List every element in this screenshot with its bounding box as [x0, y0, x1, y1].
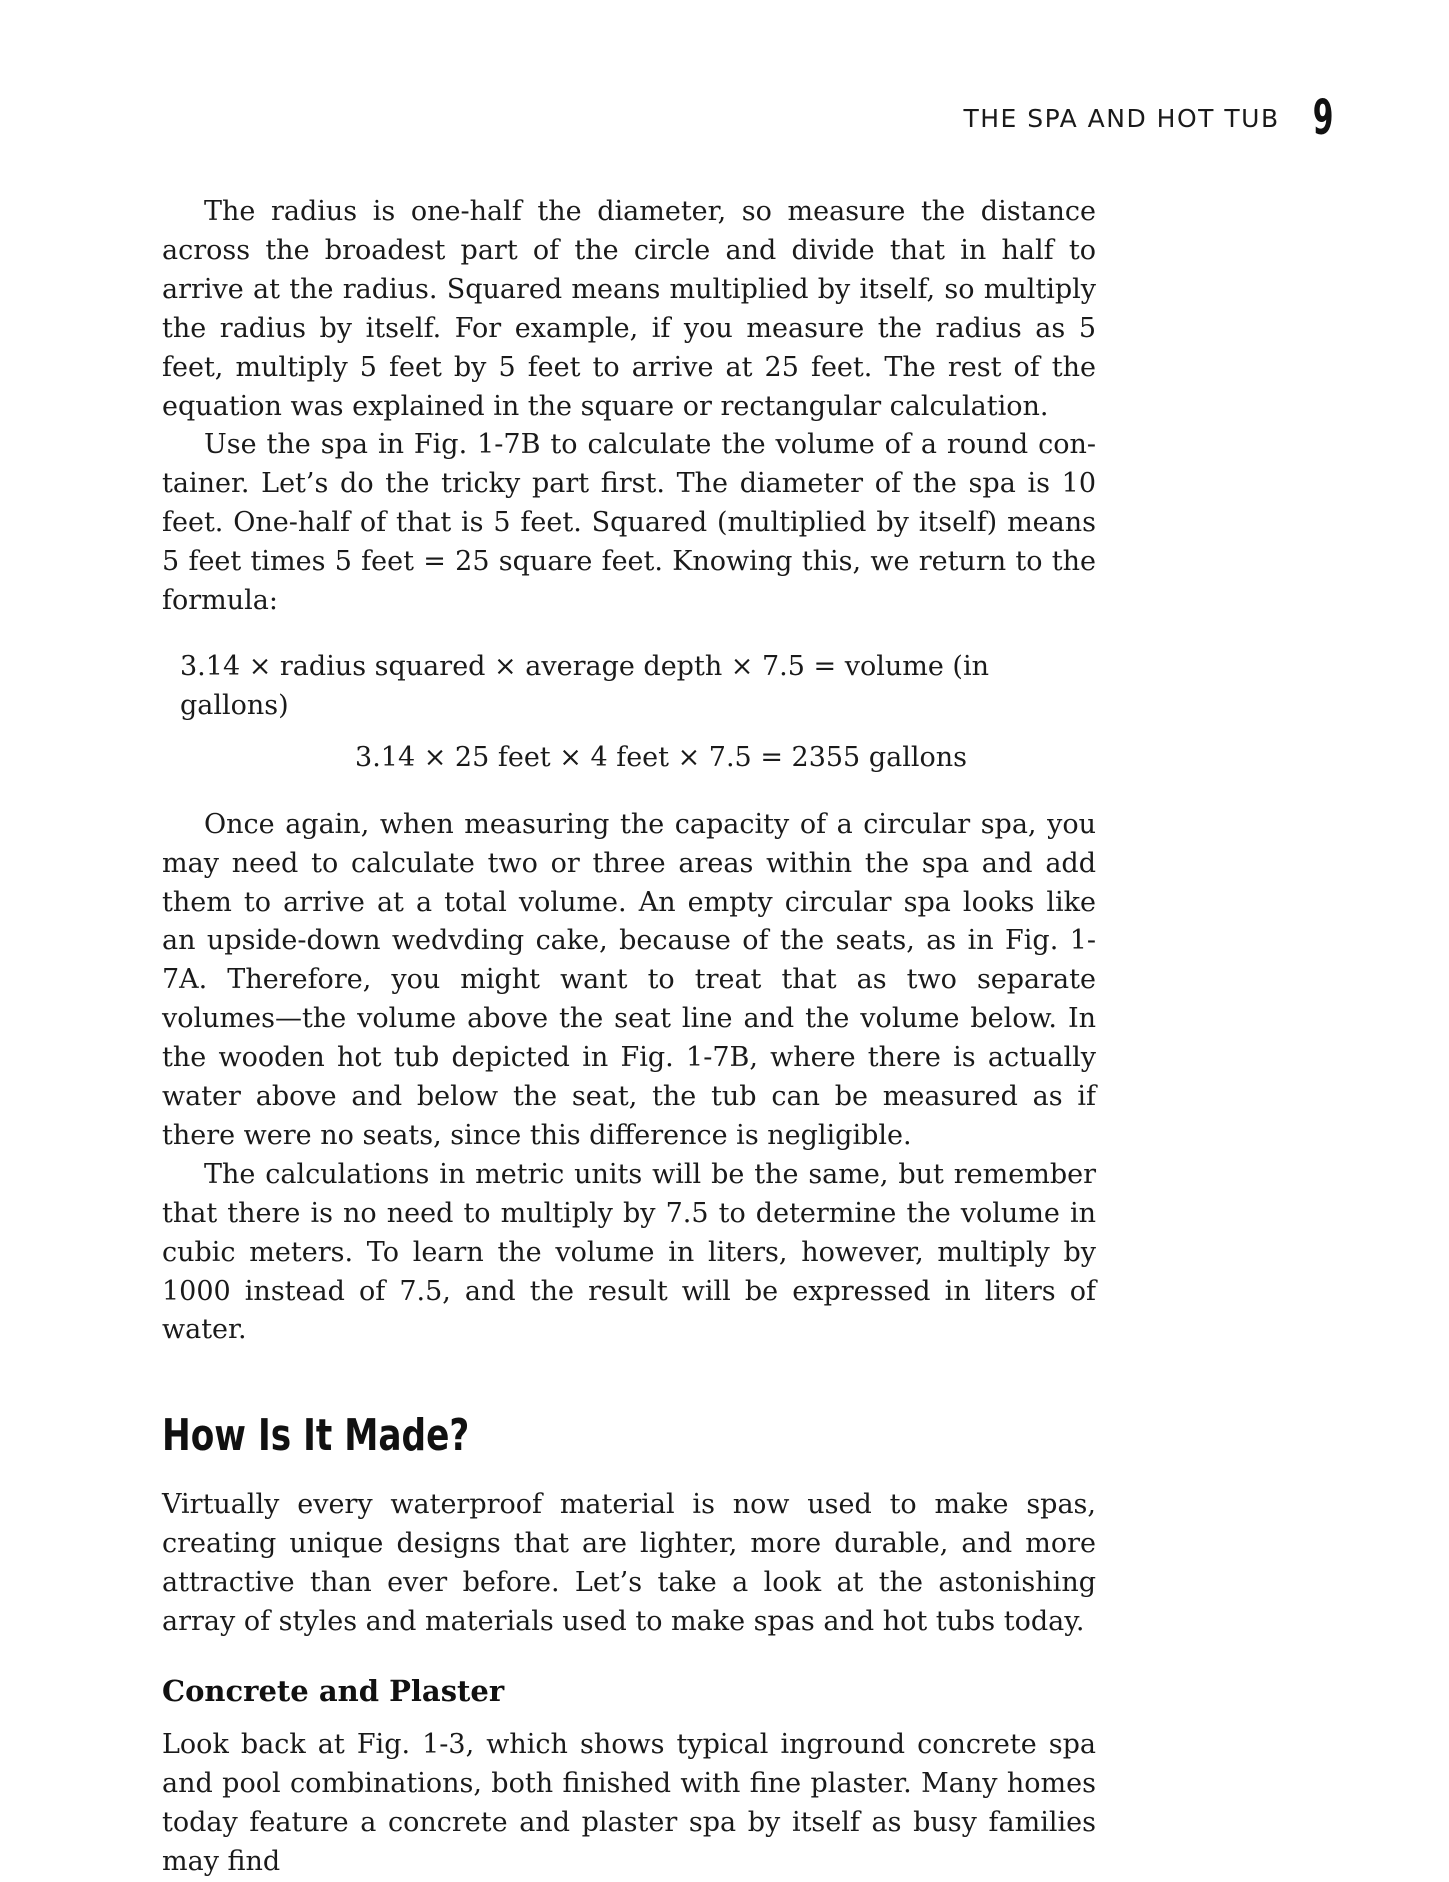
paragraph-metric: The calculations in metric units will be the same, but remember that there is no need to multiply by 7.5 to determine the volume in cubic meters. To learn the volume in liters, however, multiply by 1000 instead of 7.5, and the result will be expressed in liters of water. — [162, 1158, 1096, 1346]
page-content — [162, 193, 1096, 1882]
section-intro: Virtually every waterproof material is now used to make spas, creating unique designs that are lighter, more durable, and more attractive than ever before. Let’s take a look at the astonishing array of styles and materials used to make spas and hot tubs today. — [162, 1489, 1096, 1638]
paragraph-round-container: Use the spa in Fig. 1-7B to calculate the volume of a round container. Let’s do the tricky part first. The diameter of the spa is 10 feet. One-half of that is 5 feet. Squared (multiplied by itself) means 5 feet times 5 feet = 25 square feet. Knowing this, we return to the formula: — [162, 429, 1096, 617]
equation-formula: 3.14 × radius squared × average depth × 7.5 = volume (in gallons) — [180, 650, 989, 721]
paragraph-circular-spa: Once again, when measuring the capacity of a circular spa, you may need to calculate two or three areas within the spa and add them to arrive at a total volume. An empty circular spa looks like an upside-down wedvding cake, because of the seats, as in Fig. 1-7A. Therefore, you might want to treat that as two separate volumes—the volume above the seat line and the volume below. In the wooden hot tub depicted in Fig. 1-7B, where there is actually water above and below the seat, the tub can be measured as if there were no seats, since this difference is negligible. — [162, 808, 1096, 1151]
running-head — [963, 90, 1333, 146]
running-title: THE SPA AND HOT TUB — [963, 103, 1280, 133]
paragraph-radius: The radius is one-half the diameter, so measure the distance across the broadest part of the circle and divide that in half to arrive at the radius. Squared means multiplied by itself, so multiply the radius by itself. For example, if you measure the radius as 5 feet, multiply 5 feet by 5 feet to arrive at 25 feet. The rest of the equation was explained in the square or rectangular calculation. — [162, 196, 1096, 422]
equation-example: 3.14 × 25 feet × 4 feet × 7.5 = 2355 gallons — [355, 741, 967, 773]
page-number: 9 — [1312, 90, 1333, 146]
subsection-heading: Concrete and Plaster — [162, 1674, 505, 1708]
subsection-text: Look back at Fig. 1-3, which shows typical inground concrete spa and pool combinations, both finished with fine plaster. Many homes today feature a concrete and plaster spa by itself as busy families may find — [162, 1729, 1096, 1877]
section-heading: How Is It Made? — [162, 1410, 470, 1462]
